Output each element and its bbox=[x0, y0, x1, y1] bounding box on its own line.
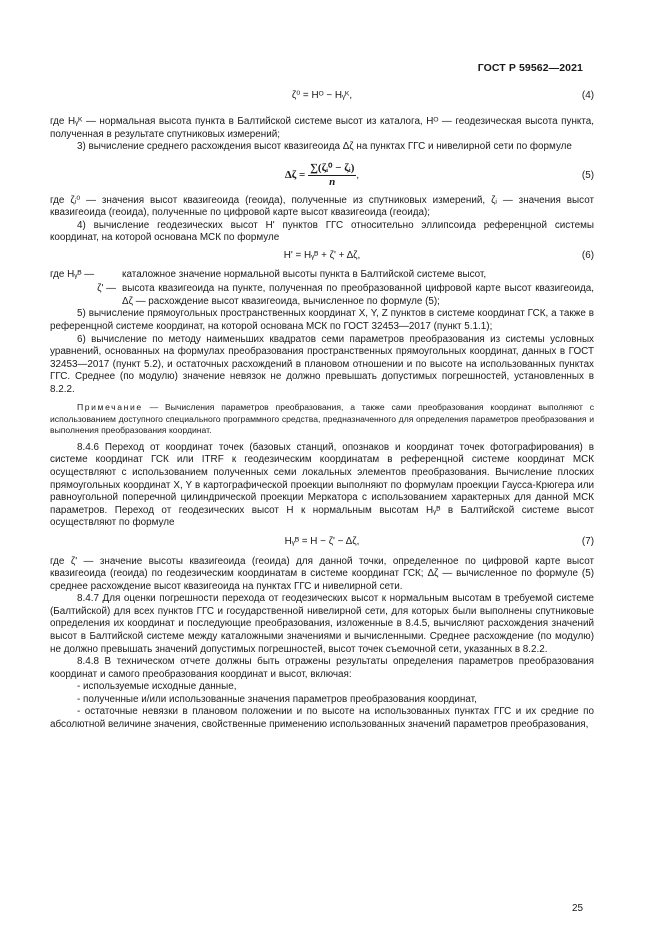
page-body bbox=[50, 90, 594, 731]
equation-5-lhs: Δζ = bbox=[284, 168, 306, 181]
equation-4-formula: ζ⁰ = Hᴼ − Hᵧᴷ, bbox=[291, 90, 353, 101]
equation-5-denominator: n bbox=[329, 176, 336, 189]
equation-5-formula bbox=[50, 162, 594, 189]
equation-7 bbox=[50, 536, 594, 550]
paragraph-item-6: 6) вычисление по методу наименьших квадратов семи параметров преобразования из системы условных уравнений, основанных на формулах преобразования пространственных прямоугольных координат, данных в ГОСТ 32453—2017 (пункт 5.2), и остаточных расхождений в плановом отношении и по высоте на использованных пунктах ГГС. Среднее (по модулю) значение невязок не должно превышать допустимых погрешностей, установленных в 8.2.2. bbox=[50, 333, 594, 395]
where-6-text-1: каталожное значение нормальной высоты пункта в Балтийской системе высот, bbox=[122, 268, 487, 280]
equation-6-formula: H' = Hᵧᴮ + ζ' + Δζ, bbox=[283, 249, 361, 261]
equation-5-tail: , bbox=[356, 169, 360, 181]
equation-4-number: (4) bbox=[581, 90, 594, 101]
standard-header: ГОСТ Р 59562—2021 bbox=[477, 62, 583, 74]
where-6-label-2: ζ' — bbox=[97, 283, 116, 295]
equation-7-formula: Hᵧᴮ = H − ζ' − Δζ, bbox=[284, 535, 360, 547]
list-item: - полученные и/или использованные значения параметров преобразования координат, bbox=[77, 693, 477, 705]
equation-7-number: (7) bbox=[581, 535, 594, 547]
equation-6 bbox=[50, 250, 594, 264]
paragraph-item-3: 3) вычисление среднего расхождения высот квазигеоида Δζ на пунктах ГГС и нивелирной сети по формуле bbox=[77, 141, 572, 153]
where-6-label-1: где Hᵧᴮ — bbox=[50, 268, 95, 280]
paragraph-where-4: где Hᵧᴷ — нормальная высота пункта в Балтийской системе высот из каталога, Hᴼ — геодезическая высота пункта, полученная в результате спутниковых измерений; bbox=[50, 116, 594, 140]
equation-5-number: (5) bbox=[581, 169, 594, 181]
paragraph-where-5: где ζᵢ⁰ — значения высот квазигеоида (геоида), полученные из спутниковых измерений, ζᵢ — значения высот квазигеоида (геоида), полученные по цифровой карте высот квазигеоида (геоида); bbox=[50, 194, 594, 219]
equation-6-number: (6) bbox=[581, 249, 594, 261]
paragraph-item-4: 4) вычисление геодезических высот H' пунктов ГГС относительно эллипсоида референцной системы координат, на которой основана МСК по формуле bbox=[50, 219, 594, 244]
page-number: 25 bbox=[572, 903, 583, 914]
note-label: Примечание bbox=[77, 402, 143, 413]
equation-5-fraction bbox=[308, 162, 356, 189]
list-item: - используемые исходные данные, bbox=[77, 681, 237, 693]
where-6-text-2: высота квазигеоида на пункте, полученная по преобразованной цифровой карте высот квазигеоида, Δζ — расхождение высот квазигеоида, вычисленное по формуле (5); bbox=[122, 283, 594, 307]
equation-5-numerator: ∑(ζᵢ⁰ − ζᵢ) bbox=[308, 162, 356, 177]
equation-5 bbox=[50, 158, 594, 192]
list-item: - остаточные невязки в плановом положении и по высоте на использованных пунктах ГГС и их средние по абсолютной величине значения, свойственные применению использованных значений параметров преобразования, bbox=[50, 706, 594, 730]
note bbox=[50, 402, 594, 436]
equation-4 bbox=[50, 90, 594, 104]
paragraph-8-4-8: 8.4.8 В техническом отчете должны быть отражены результаты определения параметров преобразования координат и самого преобразования координат и высот, включая: bbox=[50, 656, 594, 680]
paragraph-8-4-7: 8.4.7 Для оценки погрешности перехода от геодезических высот к нормальным высотам в требуемой системе (Балтийской) для всех пунктов ГГС и государственной нивелирной сети, для которых были выполнены спутниковые определения их координат и последующие преобразования, изложенные в 8.4.5, вычисляют расхождения значений высот в Балтийской системе между каталожными значениями и вычисленными. Среднее расхождение (по модулю) не должно превышать значений допустимых погрешностей, высот точек съемочной сети, указанных в 8.2.2. bbox=[50, 593, 594, 655]
where-6-line-1 bbox=[50, 269, 594, 282]
paragraph-item-5: 5) вычисление прямоугольных пространственных координат X, Y, Z пунктов в системе координат ГСК, а также в референцной системе координат, на которой основана МСК по ГОСТ 32453—2017 (пункт 5.1.1); bbox=[50, 308, 594, 333]
paragraph-8-4-6: 8.4.6 Переход от координат точек (базовых станций, опознаков и координат точек фотографирования) в системе координат ГСК или ITRF к геодезическим координатам в референцной системе координат МСК осуществляют с использованием полученных семи локальных элементов преобразования. Вычисление плоских прямоугольных координат X, Y в картографической проекции выполняют по формулам проекции Гаусса-Крюгера или равноугольной поперечной цилиндрической проекции Меркатора с использованием характерных для данной МСК параметров. Переход от геодезических высот H к нормальным высотам Hᵧᴮ в Балтийской системе высот осуществляют по формуле bbox=[50, 441, 594, 529]
where-6-line-2 bbox=[50, 283, 594, 308]
paragraph-where-7: где ζ' — значение высоты квазигеоида (геоида) для данной точки, определенное по цифровой карте высот квазигеоида (геоида) по геодезическим координатам в системе координат ГСК; Δζ — вычисленное по формуле (5) среднее расхождение высот квазигеоида на пунктах ГГС и нивелирной сети. bbox=[50, 555, 594, 592]
note-text: — Вычисления параметров преобразования, а также сами преобразования координат выполняют с использованием доступного специального программного средства, предназначенного для определения параметров преобразования и выполнения преобразования координат. bbox=[50, 402, 594, 435]
